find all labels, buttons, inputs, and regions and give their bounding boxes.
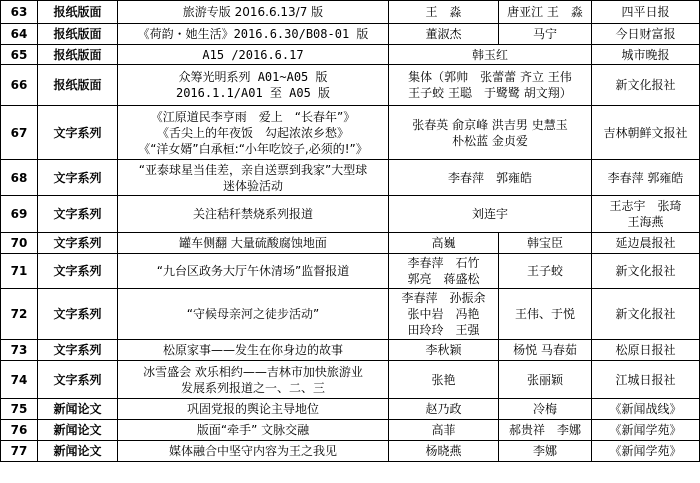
editor-cell [499, 340, 592, 361]
unit-cell [592, 233, 700, 254]
table-row [1, 233, 700, 254]
unit-cell-line: 松原日报社 [615, 343, 676, 357]
work-title-cell-line: 发展系列报道之一、二、三 [180, 380, 325, 395]
table-row [1, 361, 700, 399]
row-number: 77 [1, 441, 38, 462]
author-cell [389, 420, 499, 441]
category-cell: 文字系列 [38, 106, 118, 160]
unit-cell [592, 361, 700, 399]
unit-cell [592, 1, 700, 24]
author-cell [389, 24, 499, 45]
unit-cell-line: 吉林朝鲜文报社 [603, 125, 688, 140]
staff-cell [389, 106, 592, 160]
staff-cell-line: 李春萍 郭雍皓 [447, 170, 532, 185]
unit-cell-line: 江城日报社 [615, 372, 676, 387]
table-row [1, 289, 700, 340]
editor-cell-line: 王伟、于悦 [514, 307, 575, 321]
work-title-cell [118, 254, 389, 289]
category-cell: 文字系列 [38, 254, 118, 289]
table-row [1, 340, 700, 361]
unit-cell [592, 441, 700, 462]
work-title-cell-line: 《舌尖上的年夜饭 勾起浓浓乡愁》 [156, 125, 349, 140]
author-cell [389, 441, 499, 462]
editor-cell [499, 361, 592, 399]
editor-cell-line: 冷梅 [532, 402, 557, 416]
staff-cell [389, 65, 592, 106]
category-cell: 报纸版面 [38, 1, 118, 24]
work-title-cell [118, 24, 389, 45]
work-title-cell [118, 233, 389, 254]
work-title-cell-line: “九台区政务大厅午休清场”监督报道 [156, 264, 350, 278]
staff-cell [389, 160, 592, 196]
table-row [1, 160, 700, 196]
editor-cell-line: 王子蛟 [526, 264, 563, 278]
unit-cell-line: 今日财富报 [615, 27, 676, 41]
author-cell [389, 399, 499, 420]
work-title-cell [118, 160, 389, 196]
unit-cell-line: 新文化报社 [615, 78, 676, 92]
unit-cell-line: 《新闻学苑》 [609, 423, 682, 437]
row-number: 71 [1, 254, 38, 289]
editor-cell [499, 289, 592, 340]
unit-cell [592, 420, 700, 441]
work-title-cell [118, 45, 389, 65]
work-title-cell-line: A15 /2016.6.17 [202, 47, 304, 62]
work-title-cell [118, 196, 389, 233]
row-number: 75 [1, 399, 38, 420]
work-title-cell [118, 420, 389, 441]
table-row [1, 196, 700, 233]
category-cell: 文字系列 [38, 361, 118, 399]
author-cell [389, 361, 499, 399]
unit-cell-line: 延边晨报社 [615, 236, 676, 250]
work-title-cell-line: 《“洋女婿”白承桓:“小年吃饺子,必须的!”》 [138, 141, 368, 156]
work-title-cell-line: 旅游专版 2016.6.13/7 版 [182, 5, 324, 19]
author-cell-line: 杨晓燕 [425, 444, 462, 458]
category-cell: 报纸版面 [38, 45, 118, 65]
editor-cell-line: 杨悦 马春茹 [513, 343, 577, 357]
work-title-cell-line: 关注秸秆禁烧系列报道 [192, 207, 313, 221]
unit-cell-line: 城市晚报 [621, 47, 670, 62]
author-cell-line: 张中岩 冯艳 [407, 307, 480, 321]
table-row [1, 65, 700, 106]
table-row [1, 1, 700, 24]
author-cell-line: 王 淼 [425, 5, 462, 19]
work-title-cell [118, 441, 389, 462]
category-cell: 文字系列 [38, 160, 118, 196]
editor-cell-line: 韩宝臣 [526, 236, 563, 250]
work-title-cell-line: 巩固党报的舆论主导地位 [186, 402, 319, 416]
unit-cell [592, 196, 700, 233]
author-cell [389, 254, 499, 289]
category-cell: 报纸版面 [38, 24, 118, 45]
editor-cell [499, 1, 592, 24]
work-title-cell [118, 289, 389, 340]
staff-cell [389, 196, 592, 233]
editor-cell-line: 郝贵祥 李娜 [508, 423, 581, 437]
staff-cell [389, 45, 592, 65]
work-title-cell-line: “亚泰球星当佳差，亲自送票到我家”大型球 [138, 162, 368, 177]
row-number: 63 [1, 1, 38, 24]
author-cell-line: 李春萍 孙振余 [401, 291, 486, 305]
staff-cell-line: 集体（郭帅 张蕾蕾 齐立 王伟 [408, 70, 572, 84]
author-cell [389, 1, 499, 24]
unit-cell-line: 新文化报社 [615, 307, 676, 321]
table-row [1, 24, 700, 45]
editor-cell [499, 399, 592, 420]
row-number: 74 [1, 361, 38, 399]
staff-cell-line: 韩玉红 [471, 47, 508, 62]
author-cell-line: 李春萍 石竹 [407, 256, 480, 270]
row-number: 69 [1, 196, 38, 233]
row-number: 67 [1, 106, 38, 160]
unit-cell [592, 65, 700, 106]
category-cell: 新闻论文 [38, 420, 118, 441]
unit-cell [592, 160, 700, 196]
awards-table-body [1, 1, 700, 462]
author-cell-line: 高菲 [431, 423, 456, 437]
author-cell-line: 赵乃政 [425, 402, 462, 416]
row-number: 73 [1, 340, 38, 361]
table-row [1, 45, 700, 65]
author-cell-line: 张艳 [431, 372, 456, 387]
unit-cell [592, 340, 700, 361]
author-cell [389, 340, 499, 361]
staff-cell-line: 朴松蓝 金贞爱 [452, 133, 528, 148]
unit-cell [592, 45, 700, 65]
work-title-cell [118, 1, 389, 24]
editor-cell-line: 马宁 [532, 27, 557, 41]
category-cell: 新闻论文 [38, 441, 118, 462]
row-number: 66 [1, 65, 38, 106]
row-number: 65 [1, 45, 38, 65]
staff-cell-line: 王子蛟 王聪 于鹭鹭 胡文翔） [408, 86, 572, 100]
row-number: 76 [1, 420, 38, 441]
work-title-cell-line: 众筹光明系列 A01~A05 版 [178, 70, 328, 84]
work-title-cell-line: 《江原道民李亨雨 爱上 “长春年”》 [150, 109, 356, 124]
author-cell-line: 田玲玲 王强 [407, 323, 480, 337]
unit-cell-line: 《新闻学苑》 [609, 444, 682, 458]
unit-cell [592, 254, 700, 289]
unit-cell-line: 新文化报社 [615, 264, 676, 278]
work-title-cell-line: 版面“牵手” 文脉交融 [196, 423, 310, 437]
work-title-cell [118, 106, 389, 160]
unit-cell [592, 289, 700, 340]
table-row [1, 420, 700, 441]
editor-cell [499, 24, 592, 45]
editor-cell [499, 233, 592, 254]
category-cell: 报纸版面 [38, 65, 118, 106]
unit-cell-line: 四平日报 [621, 5, 670, 19]
row-number: 70 [1, 233, 38, 254]
work-title-cell-line: 媒体融合中坚守内容为王之我见 [168, 444, 337, 458]
row-number: 68 [1, 160, 38, 196]
author-cell [389, 233, 499, 254]
author-cell [389, 289, 499, 340]
author-cell-line: 高巍 [431, 236, 456, 250]
staff-cell-line: 张春英 俞京峰 洪吉男 史慧玉 [412, 117, 568, 132]
table-row [1, 441, 700, 462]
unit-cell [592, 106, 700, 160]
editor-cell-line: 唐亚江 王 淼 [507, 5, 583, 19]
work-title-cell-line: 罐车侧翻 大量硫酸腐蚀地面 [179, 236, 327, 250]
editor-cell [499, 420, 592, 441]
work-title-cell [118, 361, 389, 399]
work-title-cell-line: 2016.1.1/A01 至 A05 版 [175, 86, 331, 100]
author-cell-line: 李秋颖 [425, 343, 462, 357]
author-cell-line: 董淑杰 [425, 27, 462, 41]
unit-cell [592, 24, 700, 45]
unit-cell-line: 李春萍 郭雍皓 [607, 170, 684, 185]
unit-cell-line: 王志宇 张琦 [609, 199, 682, 213]
table-row [1, 106, 700, 160]
category-cell: 新闻论文 [38, 399, 118, 420]
staff-cell-line: 刘连宇 [471, 207, 508, 221]
table-row [1, 254, 700, 289]
editor-cell-line: 张丽颖 [526, 372, 563, 387]
row-number: 72 [1, 289, 38, 340]
table-row [1, 399, 700, 420]
row-number: 64 [1, 24, 38, 45]
editor-cell [499, 254, 592, 289]
author-cell-line: 郭亮 蒋盛松 [407, 272, 480, 286]
category-cell: 文字系列 [38, 196, 118, 233]
unit-cell-line: 王海燕 [627, 215, 664, 229]
category-cell: 文字系列 [38, 289, 118, 340]
editor-cell [499, 441, 592, 462]
category-cell: 文字系列 [38, 340, 118, 361]
work-title-cell [118, 399, 389, 420]
work-title-cell-line: “守候母亲河之徒步活动” [186, 307, 320, 321]
editor-cell-line: 李娜 [532, 444, 557, 458]
work-title-cell [118, 65, 389, 106]
work-title-cell-line: 迷体验活动 [222, 178, 283, 193]
work-title-cell-line: 《荷韵・她生活》2016.6.30/B08-01 版 [137, 27, 369, 41]
unit-cell [592, 399, 700, 420]
work-title-cell-line: 冰雪盛会 欢乐相约——吉林市加快旅游业 [143, 364, 363, 379]
category-cell: 文字系列 [38, 233, 118, 254]
unit-cell-line: 《新闻战线》 [609, 402, 682, 416]
work-title-cell [118, 340, 389, 361]
work-title-cell-line: 松原家事——发生在你身边的故事 [162, 343, 343, 357]
